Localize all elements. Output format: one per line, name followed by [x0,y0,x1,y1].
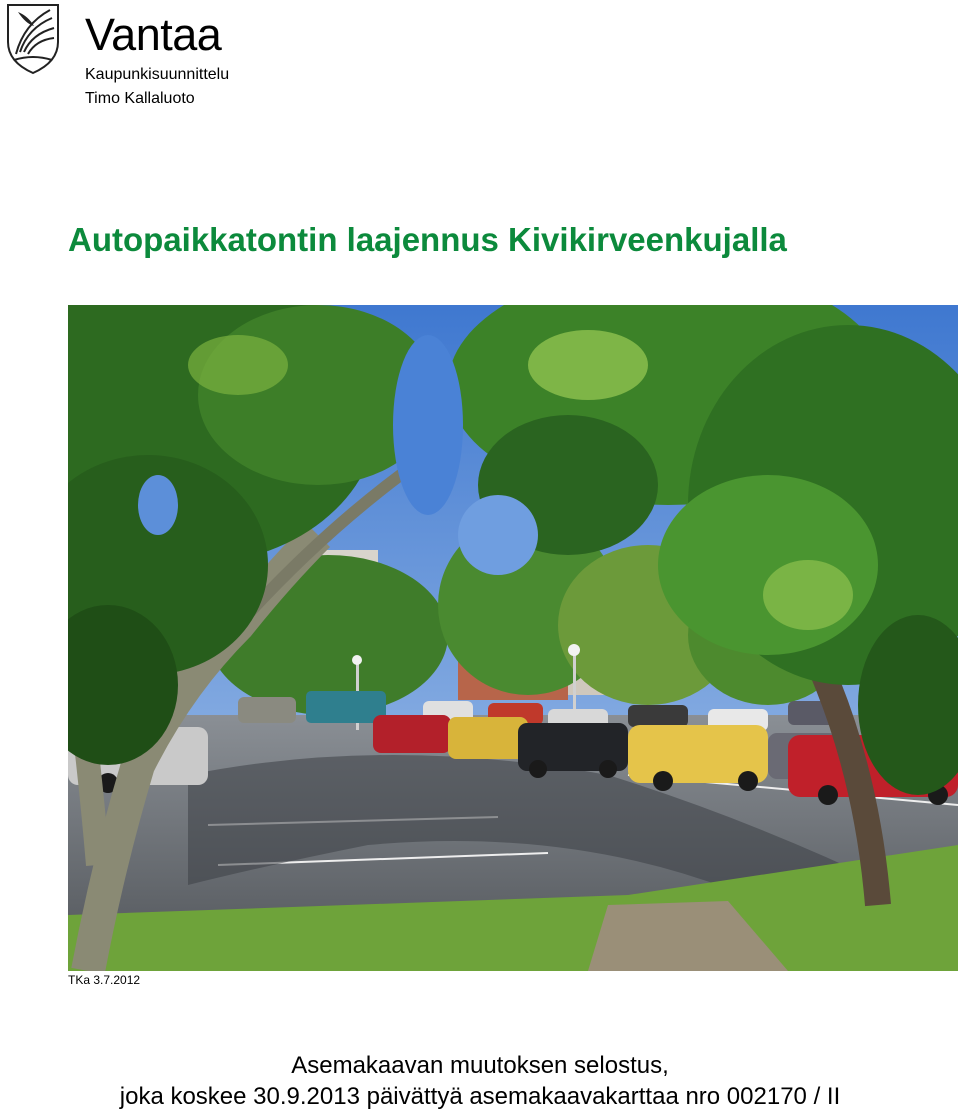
document-title: Autopaikkatontin laajennus Kivikirveenkujalla [68,221,787,258]
date-stamp: TKa 3.7.2012 [68,973,141,987]
author-name: Timo Kallaluoto [85,90,195,107]
org-name: Vantaa [85,9,222,60]
vantaa-crest-icon [4,2,62,76]
footer-line-2: joka koskee 30.9.2013 päivättyä asemakaavakarttaa nro 002170 / II [119,1083,841,1110]
department-name: Kaupunkisuunnittelu [85,66,230,83]
parking-lot-photo [68,305,958,971]
footer-line-1: Asemakaavan muutoksen selostus, [291,1052,669,1079]
